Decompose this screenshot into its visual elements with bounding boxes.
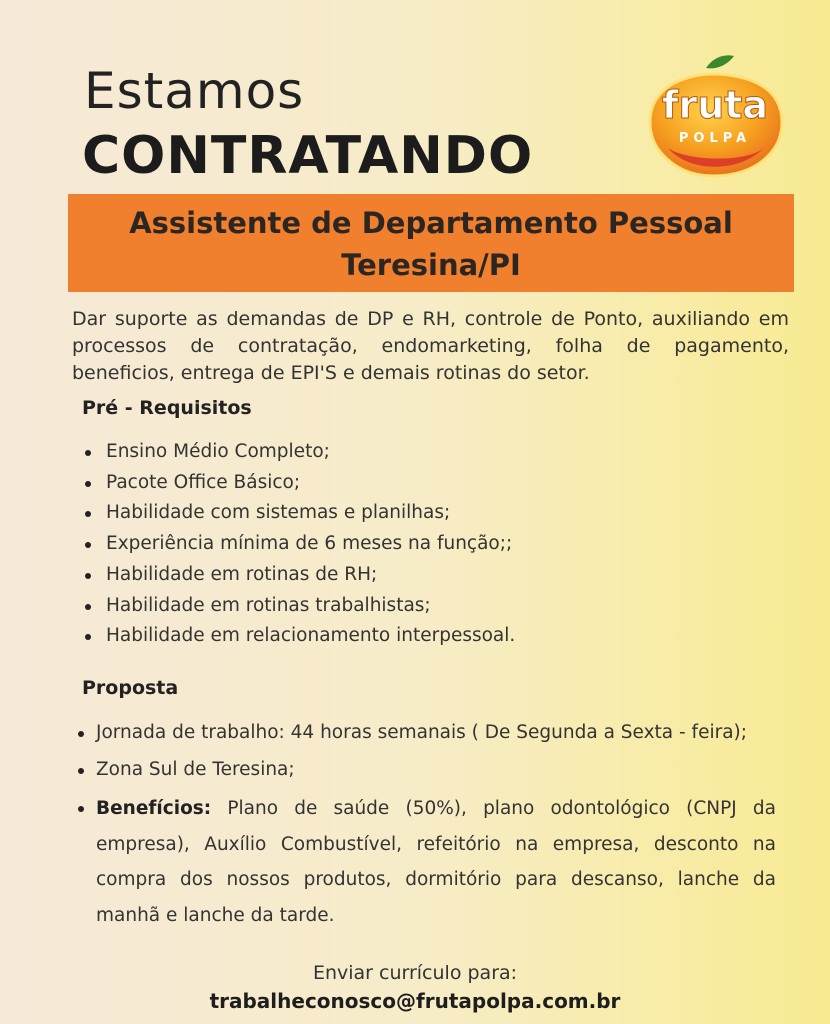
list-item: Ensino Médio Completo; <box>82 437 782 468</box>
list-item: Habilidade com sistemas e planilhas; <box>82 498 782 529</box>
headline-estamos: Estamos <box>84 62 305 120</box>
list-item: Pacote Office Básico; <box>82 468 782 499</box>
bullet-icon <box>78 768 84 774</box>
bullet-icon <box>78 731 84 737</box>
bullet-icon <box>85 634 91 640</box>
list-item: Experiência mínima de 6 meses na função;; <box>82 529 782 560</box>
list-item-benefits <box>76 791 776 933</box>
requirements-heading: Pré - Requisitos <box>82 397 252 419</box>
contact-email[interactable]: trabalheconosco@frutapolpa.com.br <box>209 989 621 1013</box>
list-item: Habilidade em relacionamento interpessoal. <box>82 621 782 652</box>
job-title-banner <box>68 194 794 292</box>
list-item: Habilidade em rotinas de RH; <box>82 560 782 591</box>
job-description: Dar suporte as demandas de DP e RH, controle de Ponto, auxiliando em processos de contratação, endomarketing, folha de pagamento, beneficios, entrega de EPI'S e demais rotinas do setor. <box>72 308 789 384</box>
proposal-list <box>76 718 776 933</box>
svg-text:POLPA: POLPA <box>678 131 752 146</box>
bullet-icon <box>85 511 91 517</box>
bullet-icon <box>85 573 91 579</box>
bullet-icon <box>85 542 91 548</box>
proposal-heading: Proposta <box>82 677 179 699</box>
leaf-icon <box>706 55 734 68</box>
bullet-icon <box>85 450 91 456</box>
job-location: Teresina/PI <box>341 248 521 282</box>
job-title: Assistente de Departamento Pessoal <box>129 206 733 240</box>
requirements-list <box>82 437 782 652</box>
bullet-icon <box>78 806 84 812</box>
benefits-text: Plano de saúde (50%), plano odontológico (CNPJ da empresa), Auxílio Combustível, refeitório na empresa, desconto na compra dos nossos produtos, dormitório para descanso, lanche da manhã e lanche da tarde. <box>96 798 776 926</box>
headline-contratando: CONTRATANDO <box>82 126 534 186</box>
svg-text:fruta: fruta <box>661 83 769 127</box>
fruta-polpa-logo <box>638 52 792 180</box>
send-cv-label: Enviar currículo para: <box>312 962 518 984</box>
bullet-icon <box>85 604 91 610</box>
bullet-icon <box>85 481 91 487</box>
benefits-label: Benefícios: <box>96 798 212 819</box>
list-item: Jornada de trabalho: 44 horas semanais ( De Segunda a Sexta - feira); <box>76 718 776 749</box>
list-item: Habilidade em rotinas trabalhistas; <box>82 591 782 622</box>
list-item: Zona Sul de Teresina; <box>76 755 776 786</box>
